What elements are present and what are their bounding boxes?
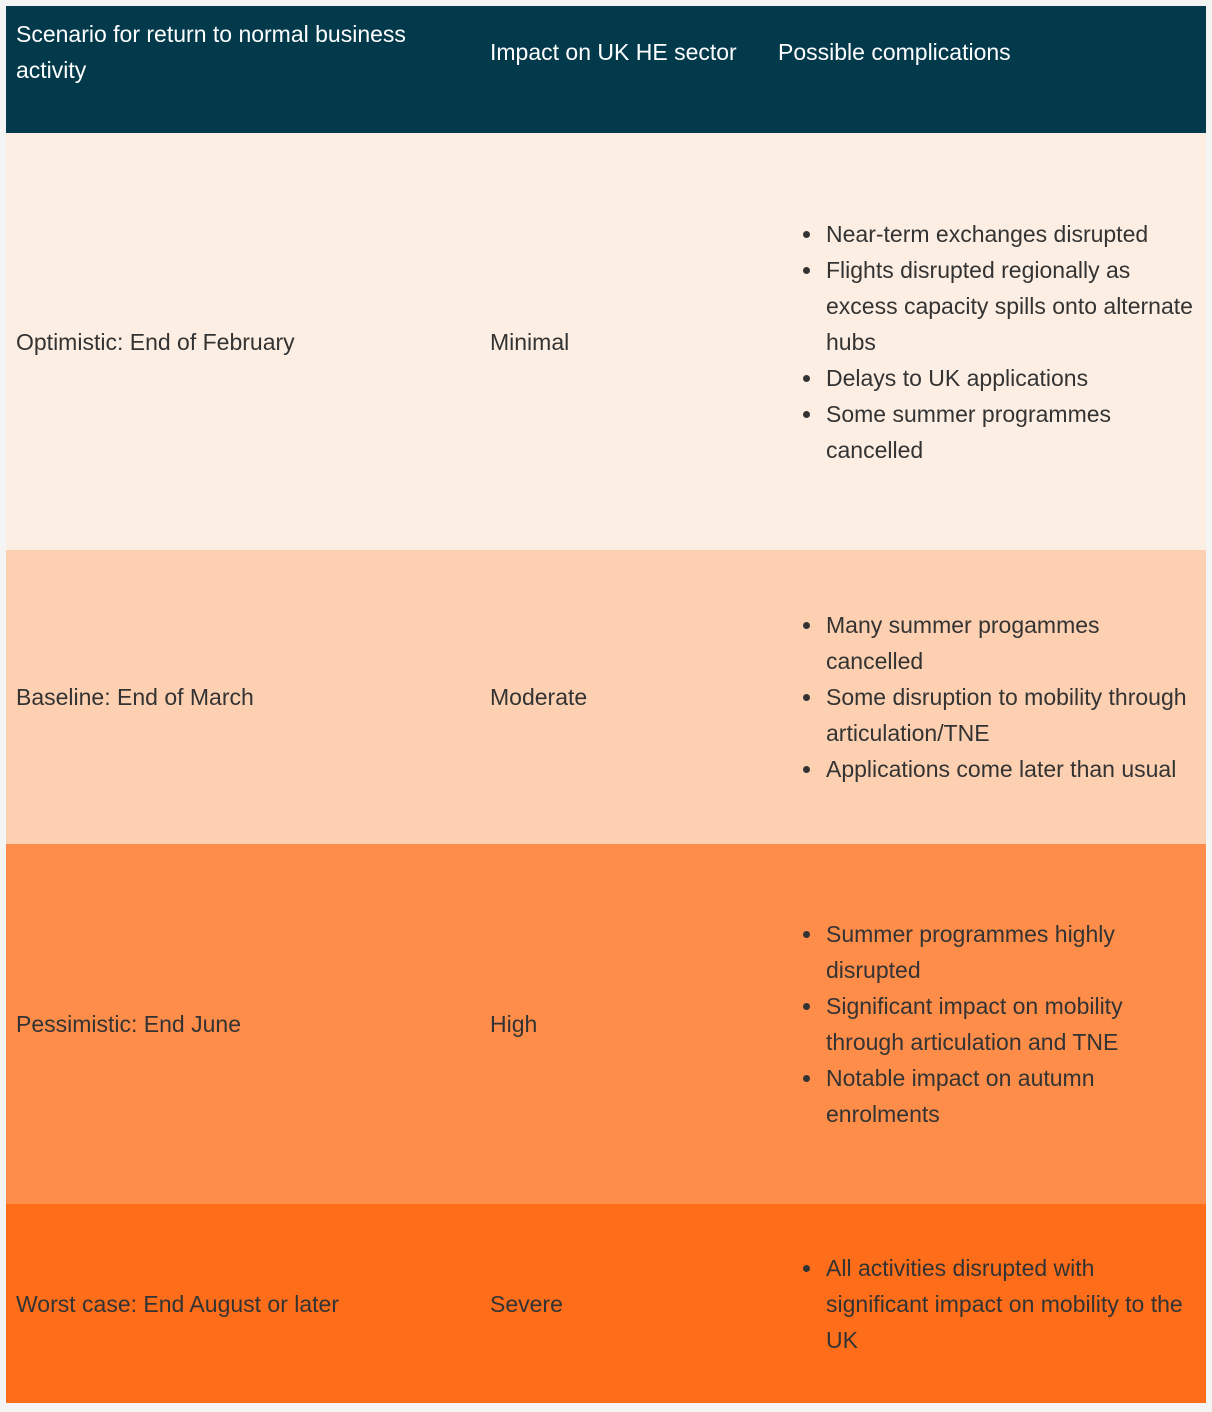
scenario-text: Pessimistic: End June [16,1011,241,1037]
list-item: Flights disrupted regionally as excess capacity spills onto alternate hubs [778,252,1202,360]
list-item: All activities disrupted with significant impact on mobility to the UK [778,1250,1202,1358]
complications-list [778,916,1202,1132]
scenario-cell [16,550,476,844]
list-item: Some summer programmes cancelled [778,396,1202,468]
impact-text: Severe [490,1290,563,1317]
scenario-table [6,6,1206,1403]
complications-cell [778,133,1202,550]
table-header [6,6,1206,133]
impact-text: Moderate [490,684,588,710]
list-item: Summer programmes highly disrupted [778,916,1202,988]
list-item: Near-term exchanges disrupted [778,216,1202,252]
header-impact: Impact on UK HE sector [490,39,737,65]
list-item: Significant impact on mobility through articulation and TNE [778,988,1202,1060]
table-row [6,133,1206,550]
impact-cell [490,550,770,844]
scenario-text: Optimistic: End of February [16,328,295,355]
table-row [6,550,1206,844]
list-item: Some disruption to mobility through articulation/TNE [778,679,1202,751]
scenario-text: Baseline: End of March [16,684,254,710]
scenario-cell [16,844,476,1204]
complications-list [778,216,1202,468]
impact-cell [490,844,770,1204]
header-scenario: Scenario for return to normal business activity [16,21,406,83]
table-row [6,844,1206,1204]
impact-cell [490,1204,770,1403]
list-item: Many summer progammes cancelled [778,607,1202,679]
impact-text: Minimal [490,328,570,355]
complications-list [778,607,1202,787]
impact-cell [490,133,770,550]
complications-list [778,1250,1202,1358]
scenario-cell [16,1204,476,1403]
list-item: Delays to UK applications [778,360,1202,396]
scenario-text: Worst case: End August or later [16,1290,340,1317]
complications-cell [778,844,1202,1204]
impact-text: High [490,1011,538,1037]
header-complications: Possible complications [778,39,1011,65]
complications-cell [778,1204,1202,1403]
scenario-cell [16,133,476,550]
table-row [6,1204,1206,1403]
list-item: Applications come later than usual [778,751,1202,787]
complications-cell [778,550,1202,844]
list-item: Notable impact on autumn enrolments [778,1060,1202,1132]
